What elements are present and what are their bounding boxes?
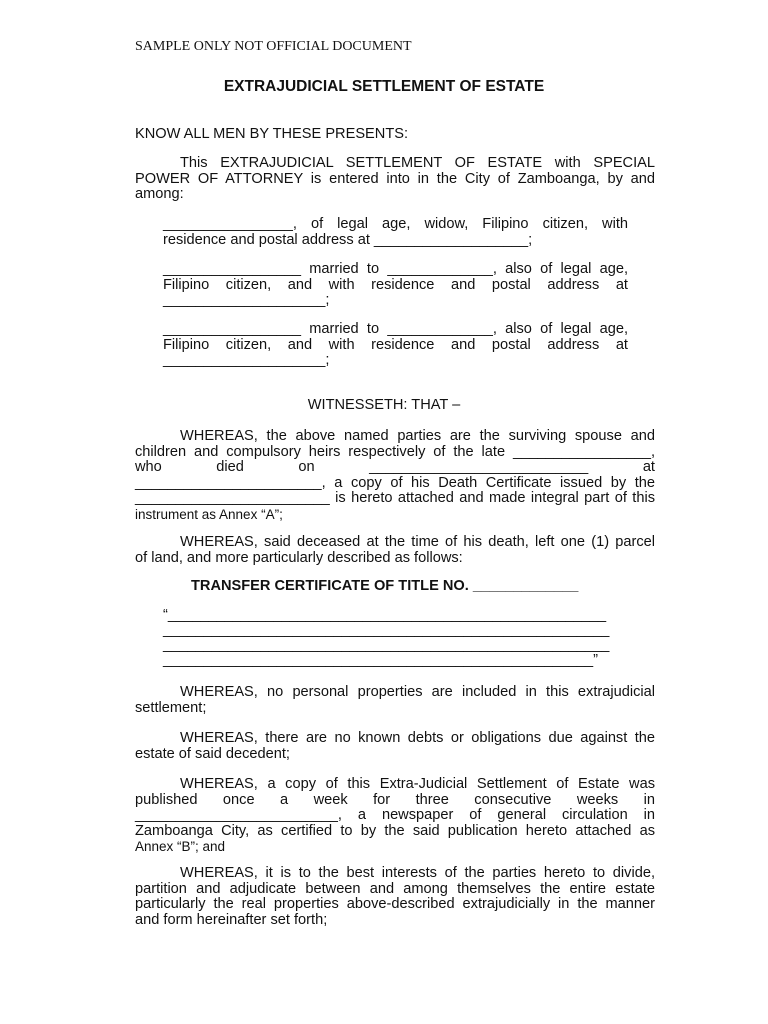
whereas-no-personal-properties [135, 685, 655, 716]
whereas-line: WHEREAS, the above named parties are the surviving spouse and [180, 428, 655, 444]
party-1 [163, 217, 628, 248]
party-line: residence and postal address at ___________________; [163, 231, 533, 248]
party-line: ____________________; [163, 352, 330, 368]
party-line: _________________ married to _____________, also of legal age, [163, 321, 628, 337]
whereas-line: WHEREAS, it is to the best interests of the parties hereto to divide, [180, 865, 655, 881]
whereas-line: partition and adjudicate between and among themselves the entire estate [135, 880, 655, 897]
description-line: _______________________________________________________ [163, 622, 610, 638]
whereas-line: WHEREAS, there are no known debts or obligations due against the [180, 730, 655, 746]
whereas-line: of land, and more particularly described as follows: [135, 549, 463, 566]
whereas-line: published once a week for three consecutive weeks in [135, 791, 655, 808]
intro-paragraph [135, 156, 655, 203]
salutation: KNOW ALL MEN BY THESE PRESENTS: [135, 126, 409, 142]
party-line: ____________________; [163, 292, 330, 308]
whereas-surviving-heirs [135, 429, 655, 522]
document-title: EXTRAJUDICIAL SETTLEMENT OF ESTATE [223, 78, 545, 95]
whereas-line: WHEREAS, said deceased at the time of his death, left one (1) parcel [180, 534, 655, 550]
party-line: ________________, of legal age, widow, Filipino citizen, with [163, 216, 628, 232]
intro-line: This EXTRAJUDICIAL SETTLEMENT OF ESTATE with SPECIAL [180, 155, 655, 171]
whereas-line: estate of said decedent; [135, 745, 290, 762]
whereas-line: children and compulsory heirs respectively of the late _________________, [135, 443, 655, 460]
party-line: _________________ married to _____________, also of legal age, [163, 261, 628, 277]
whereas-line: Annex “B”; and [135, 839, 226, 854]
whereas-line: who died on ___________________________ at [135, 459, 655, 475]
whereas-line: settlement; [135, 699, 207, 716]
witnesseth-heading: WITNESSETH: THAT – [307, 397, 461, 413]
intro-line: POWER OF ATTORNEY is entered into in the City of Zamboanga, by and [135, 170, 655, 187]
whereas-line: and form hereinafter set forth; [135, 911, 328, 928]
whereas-line: particularly the real properties above-described extrajudicially in the manner [135, 896, 655, 912]
description-line: _______________________________________________________ [163, 637, 610, 653]
property-description [163, 608, 609, 668]
whereas-publication [135, 777, 655, 855]
tct-heading: TRANSFER CERTIFICATE OF TITLE NO. _____________ [191, 578, 579, 594]
party-3 [163, 322, 628, 369]
party-line: Filipino citizen, and with residence and postal address at [163, 336, 628, 353]
whereas-line: WHEREAS, a copy of this Extra-Judicial Settlement of Estate was [180, 776, 655, 792]
description-line: _____________________________________________________” [163, 652, 599, 668]
whereas-line: ________________________ is hereto attached and made integral part of this [135, 490, 655, 506]
whereas-no-debts [135, 731, 655, 762]
party-line: Filipino citizen, and with residence and postal address at [163, 276, 628, 293]
description-line: “______________________________________________________ [163, 607, 607, 623]
whereas-line: _______________________, a copy of his Death Certificate issued by the [135, 474, 655, 491]
whereas-line: _________________________, a newspaper of general circulation in [135, 807, 655, 823]
whereas-line: Zamboanga City, as certified to by the said publication hereto attached as [135, 822, 655, 839]
intro-line: among: [135, 186, 184, 202]
whereas-parcel [135, 535, 655, 566]
whereas-line: WHEREAS, no personal properties are included in this extrajudicial [180, 684, 655, 700]
whereas-partition [135, 866, 655, 928]
whereas-line: instrument as Annex “A”; [135, 506, 283, 522]
party-2 [163, 262, 628, 309]
sample-notice: SAMPLE ONLY NOT OFFICIAL DOCUMENT [135, 39, 412, 54]
